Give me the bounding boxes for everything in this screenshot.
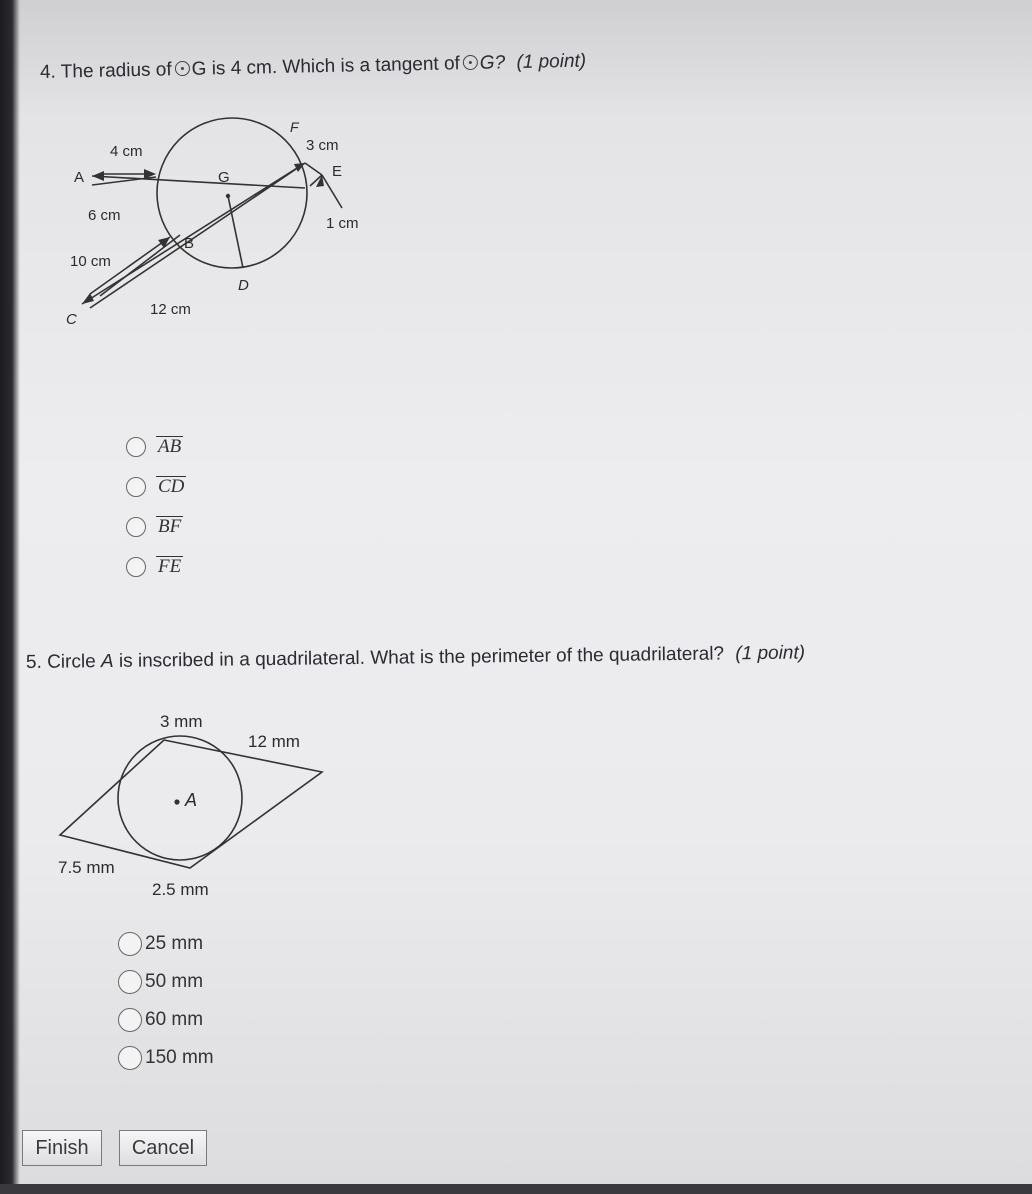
radio-button[interactable] [118, 1008, 142, 1032]
question-4-text-b: G is 4 cm. Which is a tangent of [191, 53, 461, 80]
q4-option-cd[interactable] [126, 476, 186, 497]
segment-c-to-f-lower [90, 163, 305, 308]
center-a-dot [174, 799, 179, 804]
question-4-points: (1 point) [516, 50, 587, 74]
radio-button[interactable] [118, 1046, 142, 1070]
radio-button[interactable] [126, 477, 146, 497]
q5-option-25mm[interactable] [118, 932, 203, 956]
radio-button[interactable] [126, 437, 146, 457]
q4-option-bf[interactable] [126, 516, 183, 537]
question-5-points: (1 point) [735, 642, 806, 665]
label-d: D [238, 277, 249, 294]
question-4-text [40, 51, 587, 84]
q5-option-60mm-label: 60 mm [145, 1009, 204, 1030]
question-4-figure [60, 108, 460, 338]
label-12cm: 12 cm [150, 301, 191, 318]
question-5-variable: A [100, 650, 114, 673]
segment-f-e [305, 163, 322, 175]
circle-g [157, 118, 307, 268]
label-f: F [290, 119, 299, 135]
segment-a-through-g [92, 176, 305, 188]
question-4-text-a: The radius of [60, 59, 172, 83]
question-5-number: 5. [25, 651, 42, 673]
label-2-5mm: 2.5 mm [152, 880, 209, 899]
circle-symbol-icon [174, 61, 189, 76]
arrow-b-icon [158, 237, 170, 248]
label-b: B [184, 235, 195, 252]
arrow-a-icon [92, 171, 104, 181]
q5-option-25mm-label: 25 mm [145, 933, 204, 954]
label-a: A [74, 169, 85, 186]
question-5-text-a: Circle [47, 651, 96, 673]
q5-option-150mm[interactable] [118, 1046, 214, 1070]
q4-option-fe[interactable] [126, 556, 183, 577]
screen-bottom-bezel [0, 1184, 1032, 1194]
finish-button[interactable]: Finish [22, 1130, 102, 1166]
q5-option-50mm-label: 50 mm [145, 971, 204, 992]
question-4-number: 4. [39, 61, 57, 83]
label-10cm: 10 cm [70, 253, 111, 270]
q4-option-ab-label: AB [158, 436, 182, 457]
label-c: C [66, 311, 77, 328]
label-7-5mm: 7.5 mm [58, 858, 115, 877]
circle-symbol-icon [463, 55, 478, 70]
label-6cm: 6 cm [88, 207, 121, 224]
label-e: E [332, 163, 343, 180]
q5-option-150mm-label: 150 mm [145, 1047, 214, 1068]
q4-option-cd-label: CD [158, 476, 185, 497]
q5-option-60mm[interactable] [118, 1008, 203, 1032]
segment-c-f [82, 163, 305, 304]
label-a: A [185, 790, 198, 810]
circle-a [118, 736, 242, 860]
q4-option-ab[interactable] [126, 436, 183, 457]
radio-button[interactable] [126, 517, 146, 537]
center-g-dot [226, 194, 230, 198]
question-5-figure [50, 705, 350, 905]
radio-button[interactable] [118, 932, 142, 956]
question-5-text-b: is inscribed in a quadrilateral. What is the perimeter of the quadrilateral? [118, 643, 725, 672]
cancel-button[interactable]: Cancel [119, 1130, 207, 1166]
label-4cm: 4 cm [110, 143, 143, 160]
radio-button[interactable] [126, 557, 146, 577]
segment-b-lower [100, 235, 180, 296]
q5-option-50mm[interactable] [118, 970, 203, 994]
label-3mm: 3 mm [160, 712, 203, 731]
question-4-text-c: G? [479, 52, 506, 74]
label-12mm: 12 mm [248, 732, 300, 751]
screen-bezel [0, 0, 20, 1194]
label-g: G [218, 169, 230, 186]
q4-option-bf-label: BF [158, 516, 182, 537]
q4-option-fe-label: FE [158, 556, 182, 577]
question-5-text [26, 642, 805, 674]
label-1cm: 1 cm [326, 215, 359, 232]
radio-button[interactable] [118, 970, 142, 994]
label-3cm: 3 cm [306, 137, 339, 154]
arrow-c-icon [82, 293, 94, 304]
